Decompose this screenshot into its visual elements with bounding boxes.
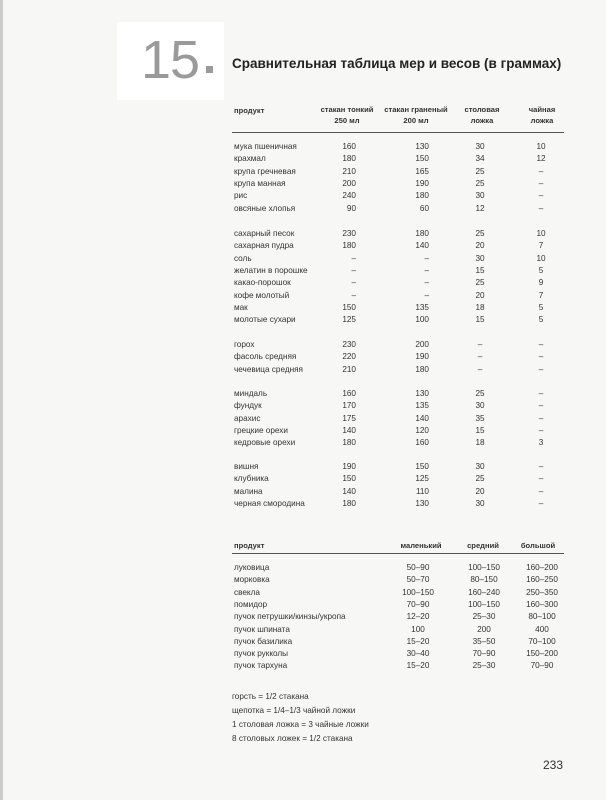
product-name: помидор bbox=[234, 599, 268, 609]
measure-value: 30 bbox=[475, 142, 485, 151]
product-name: крупа гречневая bbox=[234, 166, 296, 176]
t1-header-rule bbox=[232, 132, 564, 133]
product-name: пучок рукколы bbox=[234, 649, 289, 659]
note-line: щепотка = 1/4–1/3 чайной ложки bbox=[232, 706, 356, 715]
measure-value: 20 bbox=[475, 486, 485, 496]
weight-range: 15–20 bbox=[406, 636, 430, 646]
t2-header-large: большой bbox=[520, 541, 556, 550]
product-name: кедровые орехи bbox=[234, 438, 296, 448]
weight-range: 70–100 bbox=[528, 636, 556, 646]
measure-value: 200 bbox=[342, 178, 356, 188]
measure-value: 18 bbox=[475, 302, 485, 312]
measure-value: 180 bbox=[415, 364, 429, 374]
measure-value: 5 bbox=[538, 265, 544, 275]
weight-range: 160–200 bbox=[526, 563, 558, 572]
measure-value: 180 bbox=[342, 241, 356, 251]
measure-value: 110 bbox=[415, 486, 429, 496]
measure-value: 12 bbox=[475, 203, 485, 213]
product-name: мак bbox=[234, 302, 248, 312]
measure-value: 170 bbox=[342, 401, 356, 411]
t1-header-teaspoon: чайная ложка bbox=[528, 105, 556, 125]
measure-value: – bbox=[538, 401, 544, 411]
measure-value: 160 bbox=[415, 438, 429, 448]
measure-value: 130 bbox=[415, 389, 429, 398]
measure-value: – bbox=[351, 290, 356, 300]
measure-value: – bbox=[538, 166, 544, 176]
measure-value: 10 bbox=[536, 253, 546, 263]
weight-range: 100–150 bbox=[468, 563, 500, 572]
measure-value: 130 bbox=[415, 498, 429, 508]
measure-value: 150 bbox=[415, 154, 429, 164]
measure-value: 160 bbox=[342, 142, 356, 151]
product-name: грецкие орехи bbox=[234, 425, 288, 435]
measure-value: 180 bbox=[415, 229, 429, 238]
measure-value: 100 bbox=[415, 315, 429, 325]
measure-value: 165 bbox=[415, 166, 429, 176]
chapter-number: 15 bbox=[141, 30, 200, 90]
measure-value: 230 bbox=[342, 229, 356, 238]
measure-value: 130 bbox=[415, 142, 429, 151]
measure-value: 200 bbox=[415, 340, 429, 349]
weight-range: 50–70 bbox=[406, 575, 430, 585]
product-name: какао-порошок bbox=[234, 278, 291, 288]
product-name: желатин в порошке bbox=[234, 265, 308, 275]
measure-value: – bbox=[351, 265, 356, 275]
measure-value: – bbox=[538, 462, 544, 471]
measure-value: 30 bbox=[475, 401, 485, 411]
measure-value: 9 bbox=[538, 278, 544, 288]
t1-header-tablespoon: столовая ложка bbox=[464, 105, 500, 125]
product-name: клубника bbox=[234, 474, 269, 484]
product-name: овсяные хлопья bbox=[234, 203, 296, 213]
t2-header-rule bbox=[232, 553, 564, 554]
t1-header-product: продукт bbox=[234, 106, 265, 115]
measure-value: 20 bbox=[475, 241, 485, 251]
measure-value: – bbox=[477, 352, 483, 362]
weight-range: 250–350 bbox=[526, 587, 558, 597]
measure-value: 230 bbox=[342, 340, 356, 349]
measure-value: 15 bbox=[475, 265, 485, 275]
weight-range: 35–50 bbox=[472, 636, 496, 646]
weight-range: 100–150 bbox=[402, 587, 434, 597]
weight-range: 70–90 bbox=[530, 661, 554, 671]
measure-value: 160 bbox=[342, 389, 356, 398]
product-name: крупа манная bbox=[234, 178, 286, 188]
note-line: горсть = 1/2 стакана bbox=[232, 692, 309, 701]
measure-value: – bbox=[424, 278, 429, 288]
measure-value: – bbox=[538, 498, 544, 508]
product-name: фундук bbox=[234, 401, 262, 411]
weight-range: 400 bbox=[535, 624, 549, 634]
product-name: кофе молотый bbox=[234, 290, 290, 300]
measure-value: 135 bbox=[415, 401, 429, 411]
t2-header-medium: средний bbox=[467, 541, 499, 550]
page-title: Сравнительная таблица мер и весов (в граммах) bbox=[232, 56, 562, 71]
measure-value: 12 bbox=[536, 154, 546, 164]
weight-range: 80–150 bbox=[470, 575, 498, 585]
product-name: пучок петрушки/кинзы/укропа bbox=[234, 612, 346, 622]
measure-value: 35 bbox=[475, 413, 485, 423]
measure-value: 180 bbox=[342, 438, 356, 448]
measure-value: 25 bbox=[475, 178, 485, 188]
measure-value: – bbox=[477, 340, 483, 349]
page-gutter bbox=[0, 0, 3, 800]
weight-range: 150–200 bbox=[526, 649, 558, 659]
measure-value: 210 bbox=[342, 364, 356, 374]
measure-value: 34 bbox=[475, 154, 485, 164]
measure-value: 18 bbox=[475, 438, 485, 448]
product-name: горох bbox=[234, 340, 255, 349]
measure-value: 3 bbox=[538, 438, 544, 448]
product-name: луковица bbox=[234, 563, 270, 572]
measure-value: 180 bbox=[342, 498, 356, 508]
notes bbox=[232, 690, 369, 746]
measure-value: 60 bbox=[419, 203, 429, 213]
measure-value: 25 bbox=[475, 278, 485, 288]
measure-value: 20 bbox=[475, 290, 485, 300]
measure-value: 30 bbox=[475, 462, 485, 471]
measure-value: 140 bbox=[415, 241, 429, 251]
weight-range: 160–240 bbox=[468, 587, 500, 597]
measure-value: – bbox=[424, 290, 429, 300]
measure-value: – bbox=[538, 425, 544, 435]
t2-header-product: продукт bbox=[234, 541, 265, 550]
measure-value: – bbox=[538, 203, 544, 213]
measure-value: – bbox=[538, 191, 544, 201]
measure-value: 220 bbox=[342, 352, 356, 362]
measure-value: 180 bbox=[415, 191, 429, 201]
measure-value: 120 bbox=[415, 425, 429, 435]
measure-value: 140 bbox=[342, 486, 356, 496]
product-name: фасоль средняя bbox=[234, 352, 297, 362]
product-name: мука пшеничная bbox=[234, 142, 297, 151]
weight-range: 25–30 bbox=[472, 661, 496, 671]
t1-header-thin-glass: стакан тонкий 250 мл bbox=[320, 105, 374, 125]
measure-value: – bbox=[351, 278, 356, 288]
measure-value: 5 bbox=[538, 302, 544, 312]
measure-value: 15 bbox=[475, 315, 485, 325]
product-name: арахис bbox=[234, 413, 261, 423]
measure-value: – bbox=[538, 486, 544, 496]
weight-range: 200 bbox=[477, 624, 491, 634]
weight-range: 100–150 bbox=[468, 599, 500, 609]
measure-value: 150 bbox=[415, 462, 429, 471]
measure-value: 140 bbox=[415, 413, 429, 423]
t2-header-small: маленький bbox=[400, 541, 442, 550]
measure-value: 5 bbox=[538, 315, 544, 325]
measure-value: – bbox=[538, 340, 544, 349]
product-name: пучок базилика bbox=[234, 636, 293, 646]
measure-value: – bbox=[477, 364, 483, 374]
measure-value: 190 bbox=[342, 462, 356, 471]
measure-value: 125 bbox=[342, 315, 356, 325]
product-name: вишня bbox=[234, 462, 259, 471]
measure-value: 150 bbox=[342, 474, 356, 484]
measure-value: 135 bbox=[415, 302, 429, 312]
weight-range: 30–40 bbox=[406, 649, 430, 659]
measure-value: 190 bbox=[415, 178, 429, 188]
measure-value: 10 bbox=[536, 229, 546, 238]
product-name: морковка bbox=[234, 575, 270, 585]
product-name: сахарная пудра bbox=[234, 241, 294, 251]
weight-range: 25–30 bbox=[472, 612, 496, 622]
measure-value: 125 bbox=[415, 474, 429, 484]
weight-range: 160–250 bbox=[526, 575, 558, 585]
product-name: крахмал bbox=[234, 154, 266, 164]
measure-value: 180 bbox=[342, 154, 356, 164]
measure-value: – bbox=[538, 413, 544, 423]
weight-range: 70–90 bbox=[472, 649, 496, 659]
weight-range: 160–300 bbox=[526, 599, 558, 609]
measure-value: – bbox=[538, 474, 544, 484]
product-name: свекла bbox=[234, 587, 260, 597]
product-name: пучок тархуна bbox=[234, 661, 288, 671]
t1-header-faceted-glass: стакан граненый 200 мл bbox=[384, 105, 448, 125]
product-name: чечевица средняя bbox=[234, 364, 303, 374]
measure-value: 150 bbox=[342, 302, 356, 312]
product-name: миндаль bbox=[234, 389, 268, 398]
note-line: 8 столовых ложек = 1/2 стакана bbox=[232, 734, 353, 743]
measure-value: 30 bbox=[475, 191, 485, 201]
note-line: 1 столовая ложка = 3 чайные ложки bbox=[232, 720, 369, 729]
measure-value: 7 bbox=[538, 241, 544, 251]
measure-value: 90 bbox=[346, 203, 356, 213]
product-name: соль bbox=[234, 253, 252, 263]
measure-value: 10 bbox=[536, 142, 546, 151]
measure-value: 25 bbox=[475, 389, 485, 398]
measure-value: 7 bbox=[538, 290, 544, 300]
product-name: рис bbox=[234, 191, 248, 201]
weight-range: 80–100 bbox=[528, 612, 556, 622]
weight-range: 50–90 bbox=[406, 563, 430, 572]
measure-value: – bbox=[538, 389, 544, 398]
product-name: сахарный песок bbox=[234, 229, 295, 238]
chapter-dot bbox=[206, 66, 213, 73]
measure-value: 210 bbox=[342, 166, 356, 176]
measure-value: – bbox=[424, 253, 429, 263]
weight-range: 100 bbox=[411, 624, 425, 634]
product-name: черная смородина bbox=[234, 498, 305, 508]
measure-value: 190 bbox=[415, 352, 429, 362]
measure-value: 15 bbox=[475, 425, 485, 435]
weight-range: 70–90 bbox=[406, 599, 430, 609]
product-name: малина bbox=[234, 486, 263, 496]
product-name: молотые сухари bbox=[234, 315, 296, 325]
measure-value: – bbox=[538, 178, 544, 188]
weight-range: 15–20 bbox=[406, 661, 430, 671]
measure-value: 30 bbox=[475, 498, 485, 508]
weight-range: 12–20 bbox=[406, 612, 430, 622]
measure-value: – bbox=[351, 253, 356, 263]
measure-value: 25 bbox=[475, 166, 485, 176]
measure-value: – bbox=[538, 364, 544, 374]
page-number: 233 bbox=[543, 758, 564, 772]
measure-value: 25 bbox=[475, 474, 485, 484]
measure-value: 140 bbox=[342, 425, 356, 435]
product-name: пучок шпината bbox=[234, 624, 290, 634]
measure-value: 30 bbox=[475, 253, 485, 263]
measure-value: 25 bbox=[475, 229, 485, 238]
measure-value: – bbox=[538, 352, 544, 362]
measure-value: 175 bbox=[342, 413, 356, 423]
measure-value: 240 bbox=[342, 191, 356, 201]
measure-value: – bbox=[424, 265, 429, 275]
